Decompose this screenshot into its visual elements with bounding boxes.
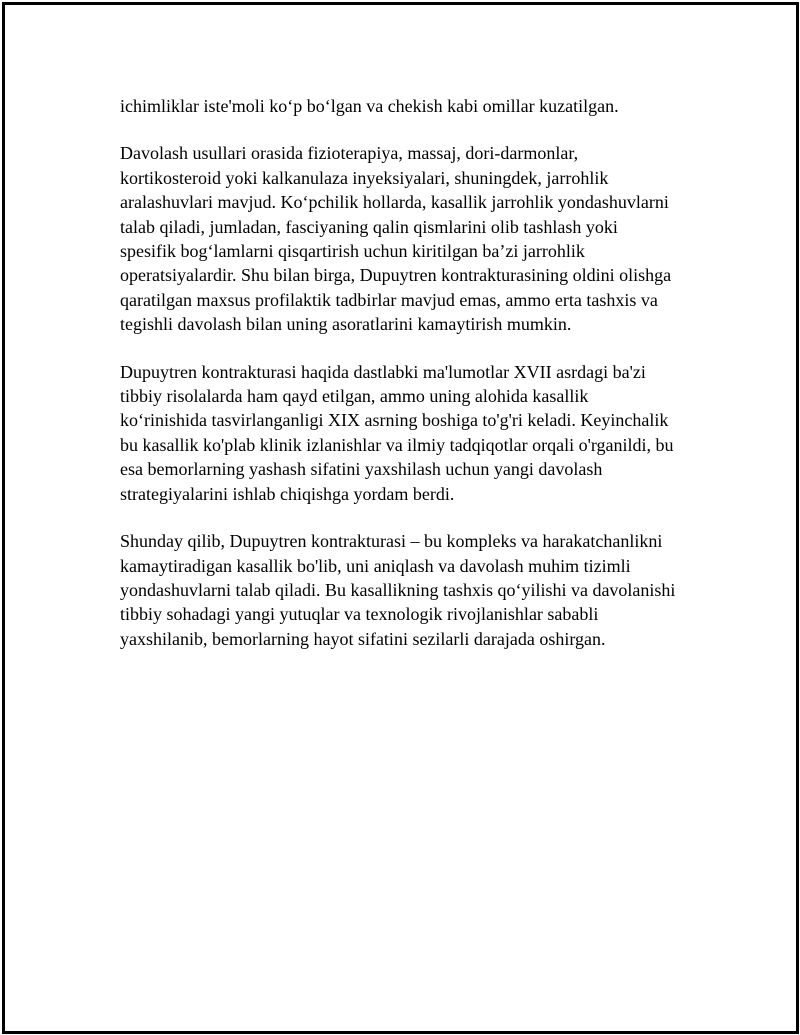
paragraph-4: Shunday qilib, Dupuytren kontrakturasi – bu kompleks va harakatchanlikni kamaytiradigan kasallik bo'lib, uni aniqlash va davolash muhim tizimli yondashuvlarni talab qiladi. Bu kasallikning tashxis qo‘yilishi va davolanishi tibbiy sohadagi yangi yutuqlar va texnologik rivojlanishlar sababli yaxshilanib, bemorlarning hayot sifatini sezilarli darajada oshirgan. xyxy=(120,531,676,649)
document-body xyxy=(120,94,705,674)
paragraph-1: ichimliklar iste'moli ko‘p bo‘lgan va chekish kabi omillar kuzatilgan. xyxy=(120,96,619,116)
paragraph-2: Davolash usullari orasida fizioterapiya, massaj, dori-darmonlar, kortikosteroid yoki kalkanulaza inyeksiyalari, shuningdek, jarrohlik aralashuvlari mavjud. Ko‘pchilik hollarda, kasallik jarrohlik yondashuvlarni talab qiladi, jumladan, fasciyaning qalin qismlarini olib tashlash yoki spesifik bog‘lamlarni qisqartirish uchun kiritilgan ba’zi jarrohlik operatsiyalardir. Shu bilan birga, Dupuytren kontrakturasining oldini olishga qaratilgan maxsus profilaktik tadbirlar mavjud emas, ammo erta tashxis va tegishli davolash bilan uning asoratlarini kamaytirish mumkin. xyxy=(120,143,672,335)
paragraph-3: Dupuytren kontrakturasi haqida dastlabki ma'lumotlar XVII asrdagi ba'zi tibbiy risolalarda ham qayd etilgan, ammo uning alohida kasallik ko‘rinishida tasvirlanganligi XIX asrning boshiga to'g'ri keladi. Keyinchalik bu kasallik ko'plab klinik izlanishlar va ilmiy tadqiqotlar orqali o'rganildi, bu esa bemorlarning yashash sifatini yaxshilash uchun yangi davolash strategiyalarini ishlab chiqishga yordam berdi. xyxy=(120,361,674,504)
page-frame xyxy=(2,2,799,1034)
